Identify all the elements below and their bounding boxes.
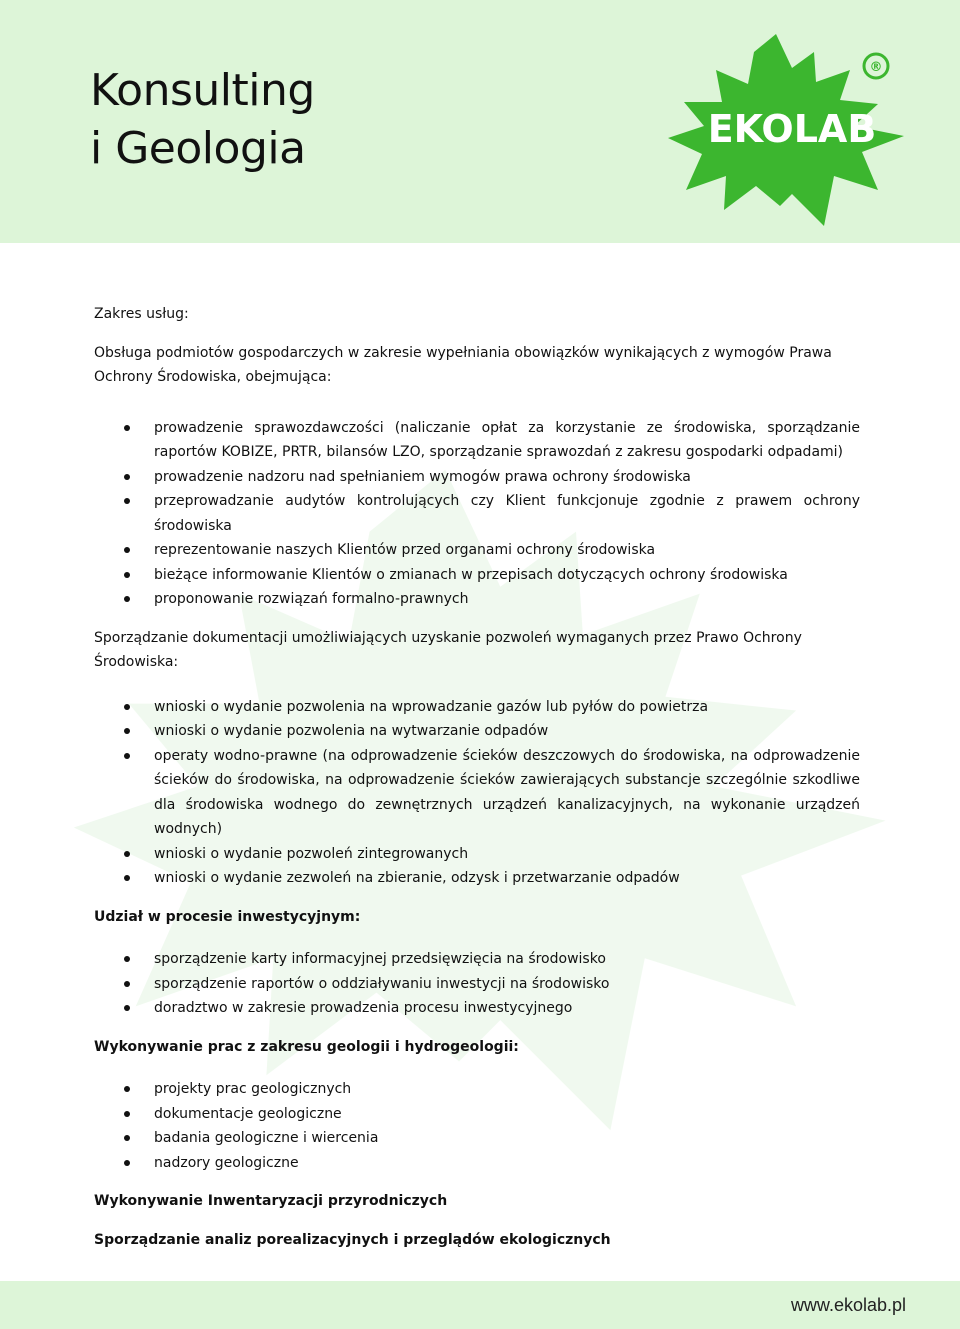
list-item: prowadzenie sprawozdawczości (naliczanie opłat za korzystanie ze środowiska, sporządzanie raportów KOBIZE, PRTR, bilansów LZO, sporządzanie sprawozdań z zakresu gospodarki odpadami) xyxy=(94,416,860,465)
page-title xyxy=(90,62,315,178)
obligations-list xyxy=(94,416,860,612)
list-item: reprezentowanie naszych Klientów przed organami ochrony środowiska xyxy=(94,538,860,563)
list-item: proponowanie rozwiązań formalno-prawnych xyxy=(94,587,860,612)
list-item: wnioski o wydanie pozwolenia na wytwarzanie odpadów xyxy=(94,719,860,744)
ekolab-logo xyxy=(664,30,914,230)
list-item: przeprowadzanie audytów kontrolujących czy Klient funkcjonuje zgodnie z prawem ochrony środowiska xyxy=(94,489,860,538)
analyses-heading: Sporządzanie analiz porealizacyjnych i przeglądów ekologicznych xyxy=(94,1231,611,1248)
inventory-heading: Wykonywanie Inwentaryzacji przyrodniczych xyxy=(94,1193,448,1209)
list-item: wnioski o wydanie pozwolenia na wprowadzanie gazów lub pyłów do powietrza xyxy=(94,695,860,720)
page-footer xyxy=(0,1281,960,1329)
geology-list xyxy=(94,1077,860,1175)
obligations-heading: Obsługa podmiotów gospodarczych w zakresie wypełniania obowiązków wynikających z wymogów Prawa Ochrony Środowiska, obejmująca: xyxy=(94,344,832,385)
list-item: sporządzenie karty informacyjnej przedsięwzięcia na środowisko xyxy=(94,947,860,972)
list-item: projekty prac geologicznych xyxy=(94,1077,860,1102)
website-link[interactable]: www.ekolab.pl xyxy=(790,1295,906,1315)
investment-heading: Udział w procesie inwestycyjnym: xyxy=(94,908,361,925)
logo-text: EKOLAB xyxy=(707,107,877,151)
registered-mark: ® xyxy=(869,60,883,75)
list-item: dokumentacje geologiczne xyxy=(94,1102,860,1127)
list-item: badania geologiczne i wiercenia xyxy=(94,1126,860,1151)
list-item: sporządzenie raportów o oddziaływaniu inwestycji na środowisko xyxy=(94,972,860,997)
geology-heading: Wykonywanie prac z zakresu geologii i hydrogeologii: xyxy=(94,1038,519,1055)
permits-heading: Sporządzanie dokumentacji umożliwiających uzyskanie pozwoleń wymaganych przez Prawo Ochrony Środowiska: xyxy=(94,629,802,670)
list-item: bieżące informowanie Klientów o zmianach w przepisach dotyczących ochrony środowiska xyxy=(94,563,860,588)
list-item: prowadzenie nadzoru nad spełnianiem wymogów prawa ochrony środowiska xyxy=(94,465,860,490)
title-line-2: i Geologia xyxy=(90,123,306,174)
list-item: wnioski o wydanie pozwoleń zintegrowanych xyxy=(94,842,860,867)
services-content xyxy=(94,302,860,1252)
title-line-1: Konsulting xyxy=(90,65,315,116)
list-item: operaty wodno-prawne (na odprowadzenie ścieków deszczowych do środowiska, na odprowadzenie ścieków do środowiska, na odprowadzenie ścieków zawierających substancje szczególnie szkodliwe dla środowiska wodnego do zewnętrznych urządzeń kanalizacyjnych, na wykonanie urządzeń wodnych) xyxy=(94,744,860,842)
permits-list xyxy=(94,695,860,891)
list-item: nadzory geologiczne xyxy=(94,1151,860,1176)
list-item: doradztwo w zakresie prowadzenia procesu inwestycyjnego xyxy=(94,996,860,1021)
page-header xyxy=(0,0,960,243)
scope-heading: Zakres usług: xyxy=(94,306,189,322)
investment-list xyxy=(94,947,860,1021)
list-item: wnioski o wydanie zezwoleń na zbieranie, odzysk i przetwarzanie odpadów xyxy=(94,866,860,891)
